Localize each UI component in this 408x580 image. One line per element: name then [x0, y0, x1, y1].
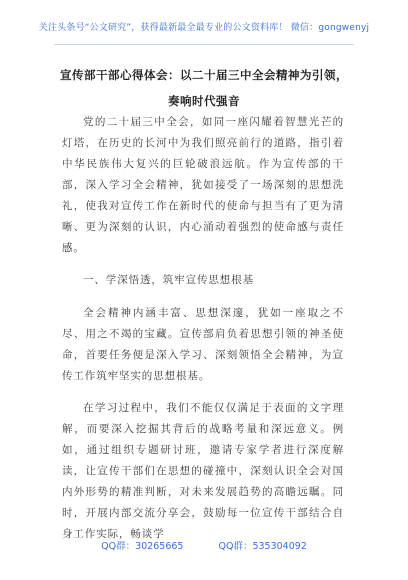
header-divider: [54, 44, 354, 45]
paragraph-intro: 党的二十届三中全会，如同一座闪耀着智慧光芒的灯塔，在历史的长河中为我们照亮前行的道路，指引着中华民族伟大复兴的巨轮破浪远航。作为宣传部的干部，深入学习全会精神，犹如接受了一场深刻的思想洗礼，使我对宣传工作在新时代的使命与担当有了更为清晰、更为深刻的认识，内心涌动着强烈的使命感与责任感。: [62, 116, 344, 254]
paragraph-2: 全会精神内涵丰富、思想深邃，犹如一座取之不尽、用之不竭的宝藏。宣传部肩负着思想引领的神圣使命，首要任务便是深入学习、深刻领悟全会精神，为宣传工作筑牢坚实的思想根基。: [62, 307, 344, 382]
promo-banner: 关注头条号“公文研究”，获得最新最全最专业的公文资料库！ 微信：gongwenyj: [38, 23, 370, 33]
footer-contact: [0, 538, 408, 552]
footer-qq-group-2: QQ群：535304092: [218, 541, 307, 552]
footer-qq-group-1: QQ群：30265665: [101, 541, 184, 552]
document-body: [62, 112, 344, 556]
paragraph-3: 在学习过程中，我们不能仅仅满足于表面的文字理解，而要深入挖掘其背后的战略考量和深远意义。例如，通过组织专题研讨班，邀请专家学者进行深度解读，让宣传干部们在思想的碰撞中，深刻认识全会对国内外形势的精准判断，对未来发展趋势的高瞻远瞩。同时，开展内部交流分享会，鼓励每一位宣传干部结合自身工作实际，畅谈学: [62, 402, 344, 540]
document-title: 宣传部干部心得体会：以二十届三中全会精神为引领，奏响时代强音: [60, 68, 348, 108]
section-heading-1: 一、学深悟透，筑牢宣传思想根基: [83, 274, 254, 286]
